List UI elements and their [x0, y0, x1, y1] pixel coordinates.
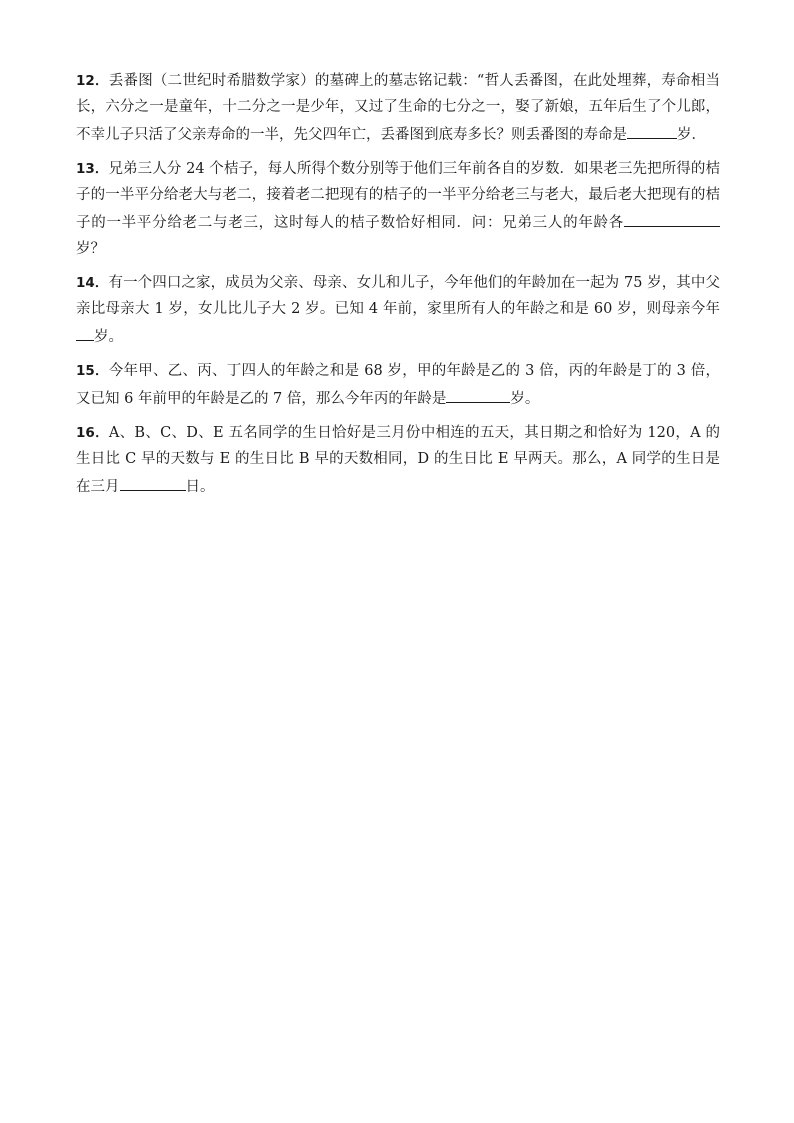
problem-text: A、B、C、D、E 五名同学的生日恰好是三月份中相连的五天，其日期之和恰好为 120，A 的生日比 C 早的天数与 E 的生日比 B 早的天数相同，D 的生日比 E 早两天。那么，A 同学的生日是在三月	[76, 425, 720, 495]
problem-16	[76, 420, 720, 500]
answer-blank[interactable]	[624, 208, 720, 227]
problem-text-end: 日。	[185, 479, 215, 495]
problem-15	[76, 358, 720, 412]
answer-blank[interactable]	[120, 472, 186, 491]
problem-number: 12．	[76, 73, 109, 89]
problem-text: 兄弟三人分 24 个桔子，每人所得个数分别等于他们三年前各自的岁数．如果老三先把所得的桔子的一半平分给老大与老二，接着老二把现有的桔子的一半平分给老三与老大，最后老大把现有的桔子的一半平分给老二与老三，这时每人的桔子数恰好相同．问：兄弟三人的年龄各	[76, 161, 720, 231]
problem-text-end: 岁。	[94, 329, 123, 345]
problem-text: 有一个四口之家，成员为父亲、母亲、女儿和儿子，今年他们的年龄加在一起为 75 岁，其中父亲比母亲大 1 岁，女儿比儿子大 2 岁。已知 4 年前，家里所有人的年龄之和是 60 岁，则母亲今年	[76, 275, 720, 317]
problem-text-end: 岁．	[677, 127, 706, 143]
problem-text-end: 岁？	[76, 241, 105, 257]
problem-number: 13．	[76, 161, 109, 177]
problem-14	[76, 270, 720, 350]
problem-text-end: 岁。	[510, 391, 540, 407]
problem-number: 16．	[76, 425, 109, 441]
problem-13	[76, 156, 720, 262]
answer-blank[interactable]	[446, 384, 510, 403]
problem-number: 14．	[76, 275, 109, 291]
problem-text: 丢番图（二世纪时希腊数学家）的墓碑上的墓志铭记载：“哲人丢番图，在此处埋葬，寿命相当长，六分之一是童年，十二分之一是少年，又过了生命的七分之一，娶了新娘，五年后生了个儿郎，不幸儿子只活了父亲寿命的一半，先父四年亡，丢番图到底寿多长？则丢番图的寿命是	[76, 73, 720, 143]
worksheet-page	[76, 68, 720, 508]
problem-number: 15．	[76, 363, 109, 379]
problem-12	[76, 68, 720, 148]
problem-text: 今年甲、乙、丙、丁四人的年龄之和是 68 岁，甲的年龄是乙的 3 倍，丙的年龄是丁的 3 倍，又已知 6 年前甲的年龄是乙的 7 倍，那么今年丙的年龄是	[76, 363, 720, 407]
answer-blank[interactable]	[76, 322, 94, 341]
answer-blank[interactable]	[627, 120, 677, 139]
